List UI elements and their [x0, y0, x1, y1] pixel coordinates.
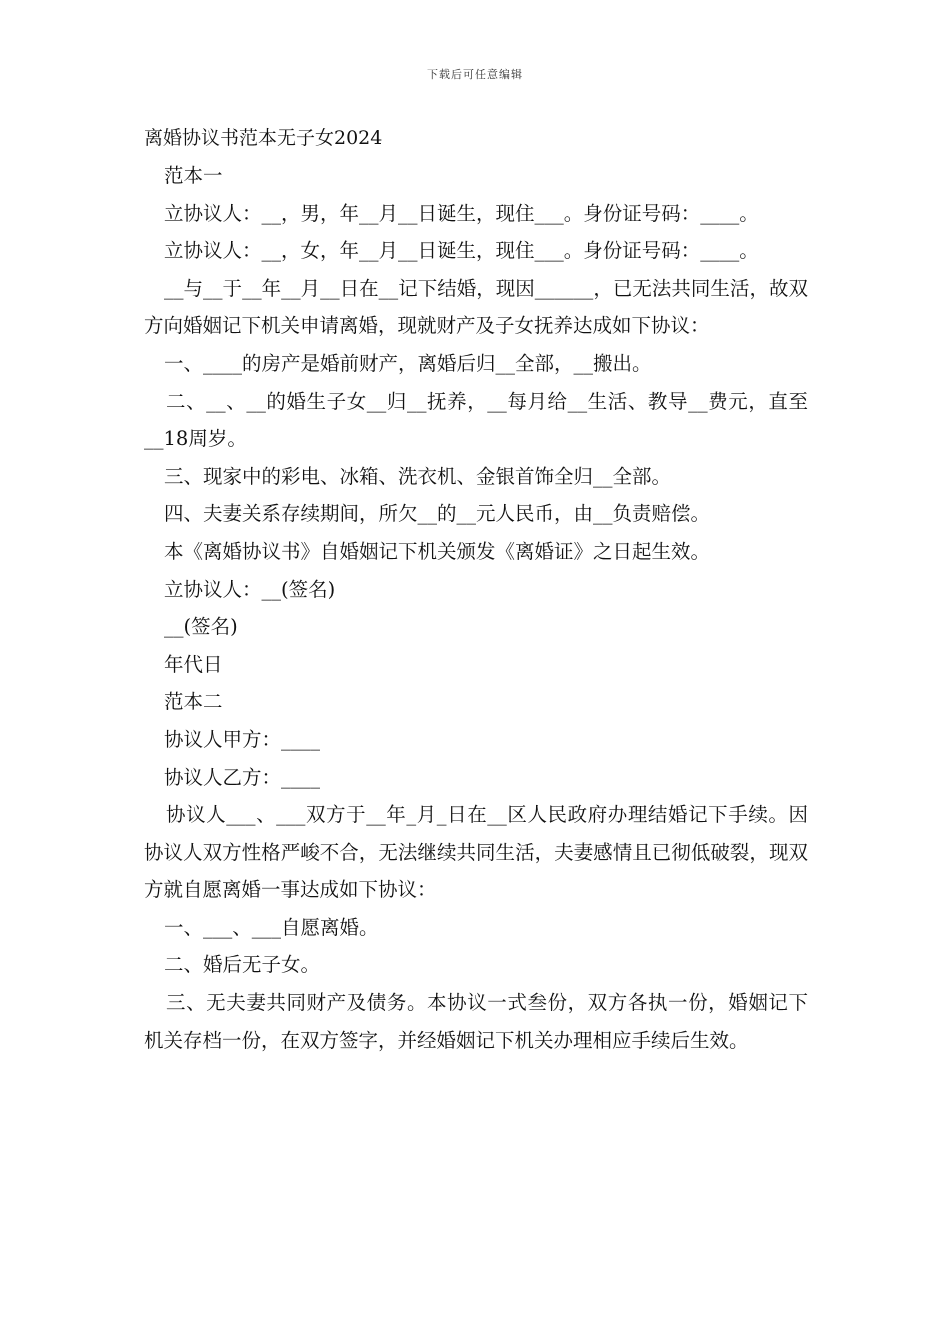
- page-header: 下载后可任意编辑: [427, 68, 523, 81]
- clause-three: 三、现家中的彩电、冰箱、洗衣机、金银首饰全归__全部。: [164, 464, 672, 488]
- clause-one-2: 一、___、___自愿离婚。: [164, 915, 379, 939]
- clause-two-2: 二、婚后无子女。: [164, 953, 321, 977]
- party-a-line: 协议人甲方：____: [164, 727, 321, 751]
- date-line: 年代日: [164, 652, 223, 676]
- marriage-statement: __与__于__年__月__日在__记下结婚，现因______，已无法共同生活，故双方向婚姻记下机关申请离婚，现就财产及子女抚养达成如下协议：: [144, 276, 808, 338]
- document-title: 离婚协议书范本无子女2024: [144, 127, 383, 149]
- clause-four: 四、夫妻关系存续期间，所欠__的__元人民币，由__负责赔偿。: [164, 502, 711, 526]
- party-two-info: 立协议人：__，女，年__月__日诞生，现住___。身份证号码：____。: [164, 239, 759, 263]
- section-heading-template-1: 范本一: [164, 164, 223, 187]
- effective-clause: 本《离婚协议书》自婚姻记下机关颁发《离婚证》之日起生效。: [164, 539, 711, 563]
- clause-one: 一、____的房产是婚前财产，离婚后归__全部，__搬出。: [164, 351, 652, 375]
- party-b-line: 协议人乙方：____: [164, 765, 321, 789]
- clause-three-2: 三、无夫妻共同财产及债务。本协议一式叁份，双方各执一份，婚姻记下机关存档一份，在双方签字，并经婚姻记下机关办理相应手续后生效。: [144, 991, 808, 1052]
- marriage-statement-2: 协议人___、___双方于__年_月_日在__区人民政府办理结婚记下手续。因协议人双方性格严峻不合，无法继续共同生活，夫妻感情且已彻低破裂，现双方就自愿离婚一事达成如下协议：: [144, 803, 808, 902]
- section-heading-template-2: 范本二: [164, 690, 223, 714]
- document-body: [144, 120, 808, 1059]
- signature-line-two: __(签名): [164, 615, 238, 639]
- party-one-info: 立协议人：__，男，年__月__日诞生，现住___。身份证号码：____。: [164, 201, 759, 225]
- signature-line-one: 立协议人：__(签名): [164, 577, 336, 601]
- clause-two: 二、__、__的婚生子女__归__抚养，__每月给__生活、教导__费元，直至__18周岁。: [144, 389, 808, 451]
